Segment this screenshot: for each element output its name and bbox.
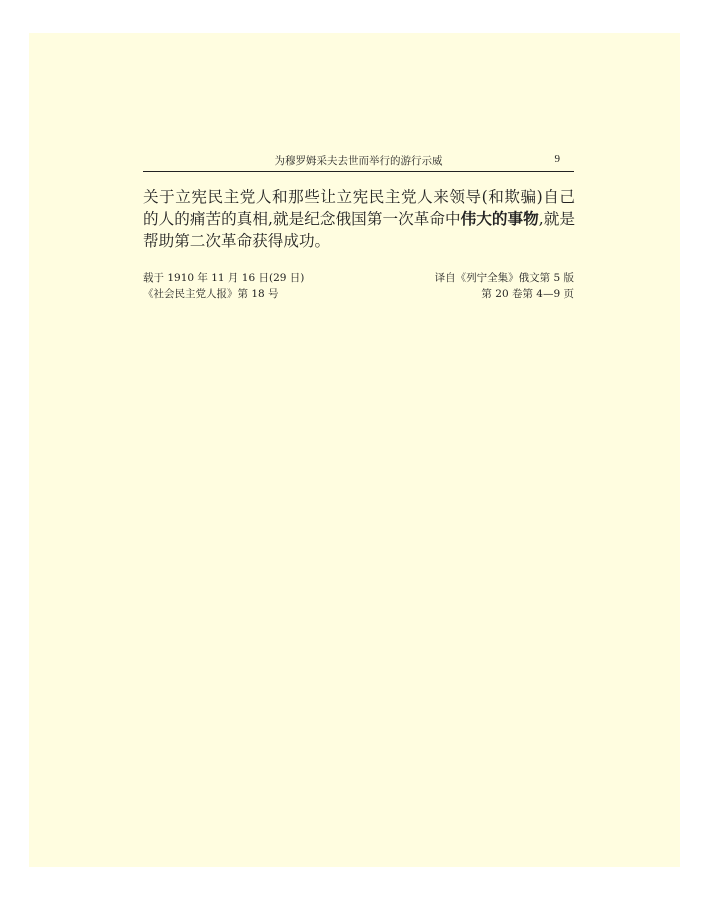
body-text-before: 关于立宪民主党人和那些让立宪民主党人来领导(和欺骗)自己的人的痛苦的真相,就是纪念俄国第一次革命中 (143, 188, 575, 228)
body-text-after: ,就是帮助第二次革命获得成功。 (143, 210, 575, 250)
source-note-left (143, 270, 304, 302)
running-head-title: 为穆罗姆采夫去世而举行的游行示威 (274, 155, 443, 167)
source-right-line1: 译自《列宁全集》俄文第 5 版 (434, 272, 574, 284)
running-head (143, 151, 574, 172)
source-left-line2: 《社会民主党人报》第 18 号 (143, 288, 279, 300)
page-number: 9 (554, 153, 560, 165)
source-left-line1: 载于 1910 年 11 月 16 日(29 日) (143, 272, 305, 284)
source-right-line2: 第 20 卷第 4—9 页 (481, 288, 574, 300)
body-text-bold: 伟大的事物 (460, 210, 539, 228)
body-paragraph (143, 186, 575, 252)
source-note-right (435, 270, 574, 302)
